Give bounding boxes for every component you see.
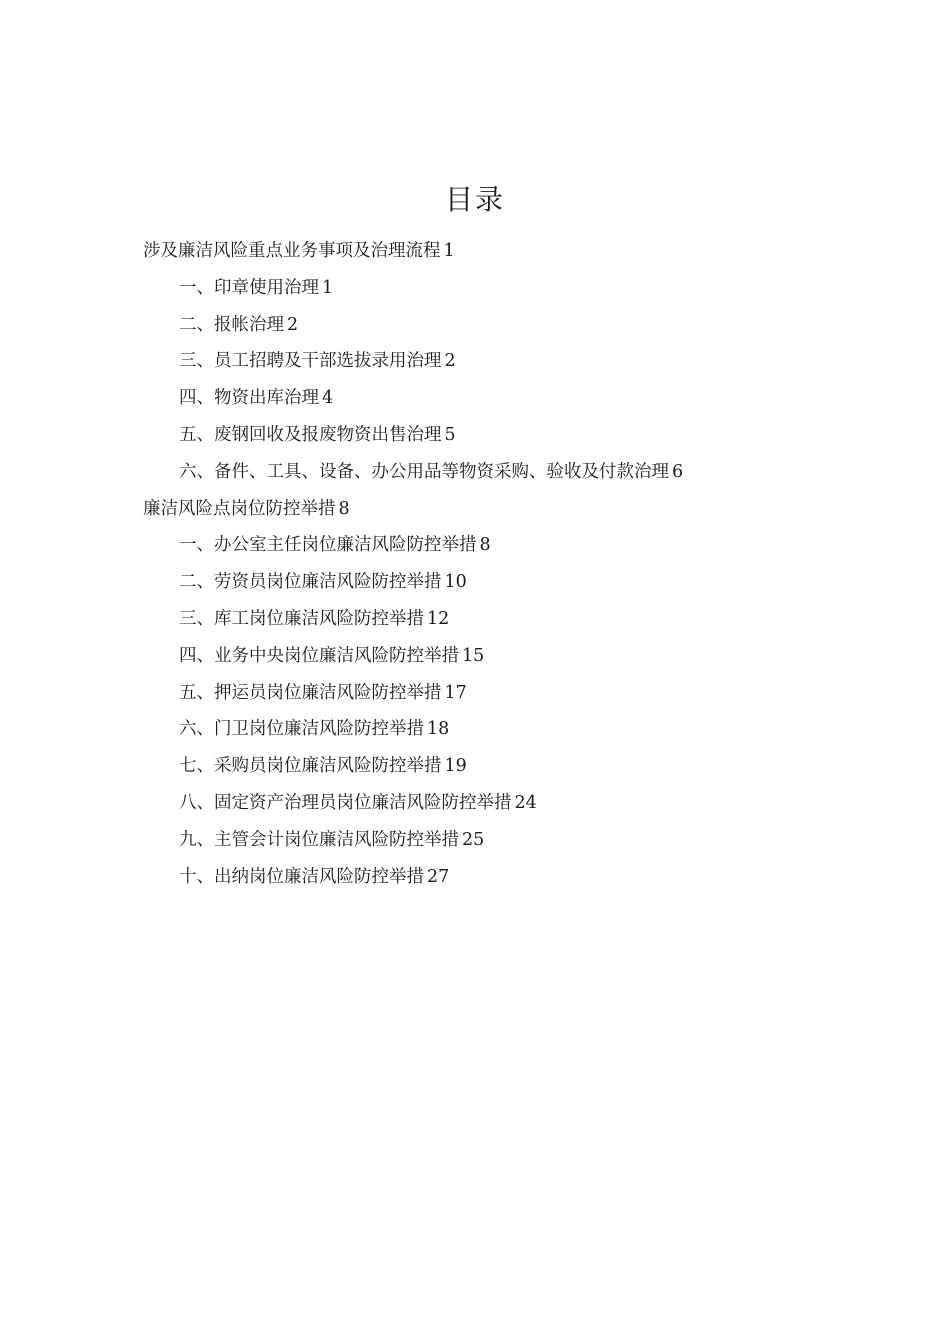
toc-entry-page-number: 24 — [514, 792, 537, 813]
toc-entry-text: 一、办公室主任岗位廉洁风险防控举措 — [179, 535, 477, 556]
toc-subsection-entry — [143, 638, 863, 675]
toc-subsection-entry — [143, 417, 863, 454]
toc-entry-page-number: 4 — [322, 388, 334, 409]
toc-title: 目录 — [444, 183, 505, 216]
toc-entry-page-number: 15 — [462, 645, 485, 666]
toc-entry-text: 六、门卫岗位廉洁风险防控举措 — [179, 719, 424, 740]
toc-subsection-entry — [143, 859, 863, 896]
toc-section-entry — [143, 233, 863, 270]
toc-entry-page-number: 8 — [338, 498, 350, 519]
toc-entry-page-number: 1 — [443, 241, 455, 261]
toc-subsection-entry — [143, 270, 863, 307]
toc-entry-page-number: 2 — [287, 314, 299, 335]
toc-entry-text: 二、劳资员岗位廉洁风险防控举措 — [179, 572, 442, 593]
toc-entry-text: 三、库工岗位廉洁风险防控举措 — [179, 608, 424, 629]
toc-entry-page-number: 25 — [462, 829, 485, 850]
toc-entry-page-number: 12 — [427, 608, 450, 629]
toc-subsection-entry — [143, 675, 863, 712]
toc-list — [143, 233, 863, 895]
toc-subsection-entry — [143, 601, 863, 638]
toc-entry-page-number: 18 — [427, 719, 450, 740]
toc-entry-page-number: 1 — [322, 277, 334, 298]
toc-entry-text: 二、报帐治理 — [179, 314, 284, 335]
toc-entry-text: 一、印章使用治理 — [179, 277, 319, 298]
toc-subsection-entry — [143, 343, 863, 380]
toc-subsection-entry — [143, 307, 863, 344]
toc-subsection-entry — [143, 380, 863, 417]
toc-entry-page-number: 8 — [479, 535, 491, 556]
toc-entry-text: 五、押运员岗位廉洁风险防控举措 — [179, 682, 442, 703]
toc-entry-text: 八、固定资产治理员岗位廉洁风险防控举措 — [179, 792, 512, 813]
toc-entry-text: 四、物资出库治理 — [179, 388, 319, 409]
toc-entry-text: 五、废钢回收及报废物资出售治理 — [179, 424, 442, 445]
toc-subsection-entry — [143, 748, 863, 785]
toc-entry-text: 十、出纳岗位廉洁风险防控举措 — [179, 866, 424, 887]
toc-entry-text: 涉及廉洁风险重点业务事项及治理流程 — [143, 241, 441, 261]
toc-entry-text: 四、业务中央岗位廉洁风险防控举措 — [179, 645, 459, 666]
toc-entry-page-number: 2 — [444, 351, 456, 372]
toc-entry-page-number: 5 — [444, 424, 456, 445]
toc-subsection-entry — [143, 454, 863, 491]
toc-entry-text: 九、主管会计岗位廉洁风险防控举措 — [179, 829, 459, 850]
toc-entry-page-number: 19 — [444, 756, 467, 777]
toc-subsection-entry — [143, 711, 863, 748]
toc-entry-page-number: 27 — [427, 866, 450, 887]
toc-entry-page-number: 6 — [672, 461, 684, 482]
toc-entry-text: 廉洁风险点岗位防控举措 — [143, 498, 336, 519]
toc-subsection-entry — [143, 822, 863, 859]
toc-entry-text: 六、备件、工具、设备、办公用品等物资采购、验收及付款治理 — [179, 461, 669, 482]
toc-entry-text: 三、员工招聘及干部选拔录用治理 — [179, 351, 442, 372]
toc-subsection-entry — [143, 527, 863, 564]
toc-entry-page-number: 17 — [444, 682, 467, 703]
toc-entry-page-number: 10 — [444, 572, 467, 593]
toc-subsection-entry — [143, 564, 863, 601]
toc-entry-text: 七、采购员岗位廉洁风险防控举措 — [179, 756, 442, 777]
toc-subsection-entry — [143, 785, 863, 822]
toc-section-entry — [143, 491, 863, 528]
